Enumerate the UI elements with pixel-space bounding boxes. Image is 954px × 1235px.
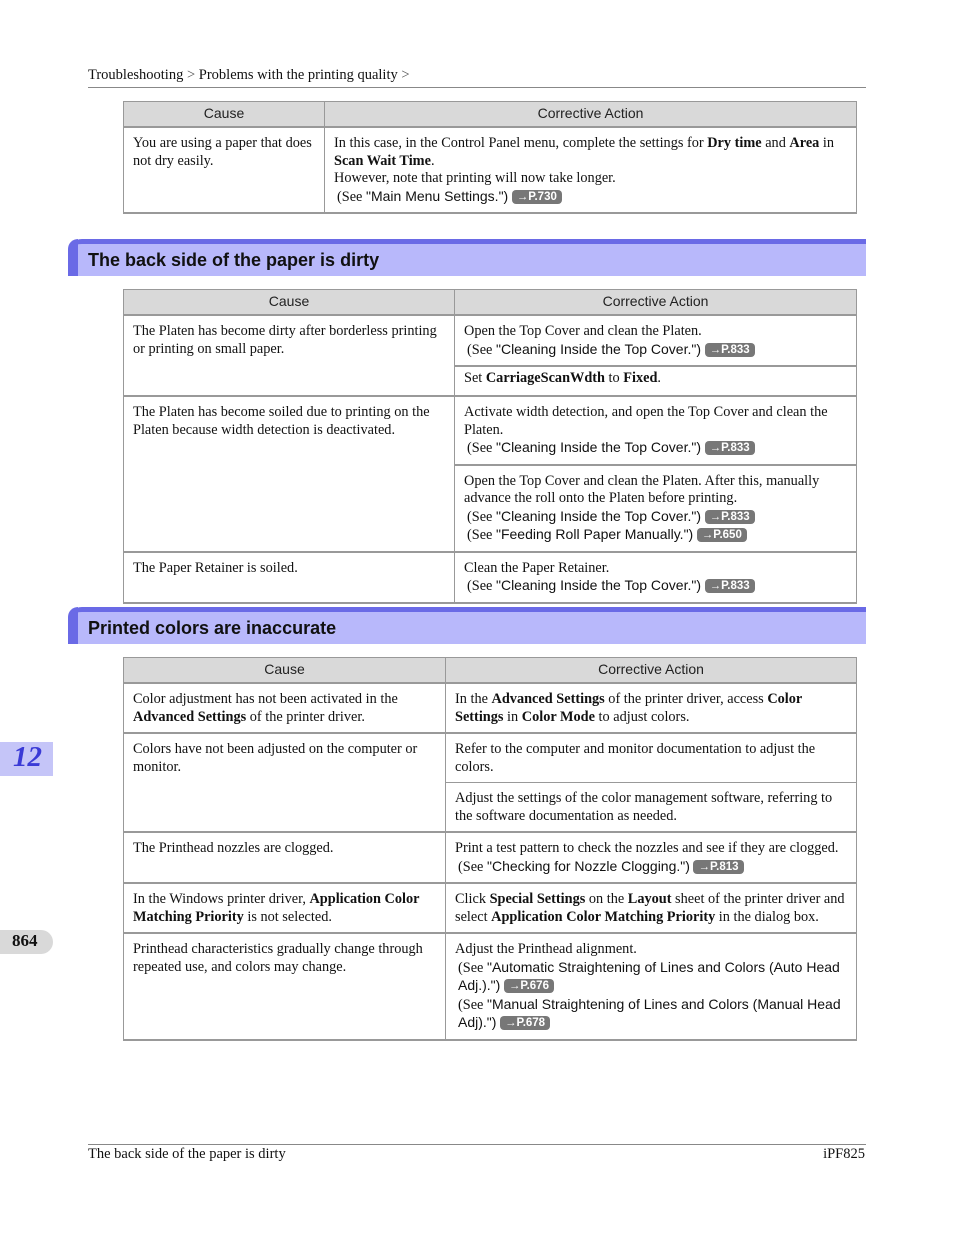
action-text: Open the Top Cover and clean the Platen. After this, manually advance the roll onto the Platen before printing. xyxy=(464,472,820,506)
table-row xyxy=(124,883,857,933)
page-link-badge[interactable]: →P.833 xyxy=(705,579,755,593)
column-header-cause: Cause xyxy=(124,102,325,128)
cause-cell: The Platen has become soiled due to printing on the Platen because width detection is deactivated. xyxy=(124,396,455,552)
cause-cell: In the Windows printer driver, Application Color Matching Priority is not selected. xyxy=(124,883,446,933)
reference-link[interactable]: "Cleaning Inside the Top Cover.") xyxy=(495,507,702,524)
page-link-badge[interactable]: →P.833 xyxy=(705,510,755,524)
section-header-colors-inaccurate xyxy=(68,607,866,644)
action-note: However, note that printing will now take longer. xyxy=(334,170,616,186)
breadcrumb xyxy=(88,67,410,84)
action-cell xyxy=(455,315,857,366)
table-row xyxy=(124,552,857,603)
reference-link[interactable]: "Cleaning Inside the Top Cover.") xyxy=(495,577,702,593)
cause-cell: You are using a paper that does not dry easily. xyxy=(124,127,325,213)
table-header-row xyxy=(124,290,857,316)
action-text: Adjust the Printhead alignment. xyxy=(455,941,637,957)
cause-action-table-drying xyxy=(123,101,857,214)
see-reference: (See "Cleaning Inside the Top Cover.") →P.833 xyxy=(464,508,847,527)
chapter-tab[interactable] xyxy=(0,742,53,776)
see-reference: (See "Manual Straightening of Lines and Colors (Manual Head Adj).") →P.678 xyxy=(458,995,841,1030)
action-cell xyxy=(446,933,857,1040)
see-reference: (See "Feeding Roll Paper Manually.") →P.650 xyxy=(464,526,847,545)
page-link-badge[interactable]: →P.813 xyxy=(693,860,743,874)
section-header-back-side-dirty xyxy=(68,239,866,276)
cause-action-table-colors xyxy=(123,657,857,1041)
page-link-badge[interactable]: →P.833 xyxy=(705,441,755,455)
page-link-badge[interactable]: →P.678 xyxy=(500,1016,550,1030)
column-header-action: Corrective Action xyxy=(446,658,857,684)
action-text: Clean the Paper Retainer. xyxy=(464,559,610,576)
column-header-action: Corrective Action xyxy=(325,102,857,128)
page-number: 864 xyxy=(12,931,38,950)
breadcrumb-printing-quality[interactable]: Problems with the printing quality xyxy=(198,67,398,83)
column-header-cause: Cause xyxy=(124,658,446,684)
action-cell: Click Special Settings on the Layout sheet of the printer driver and select Application Color Matching Priority in the dialog box. xyxy=(446,883,857,933)
action-cell xyxy=(455,366,857,396)
action-cell xyxy=(325,127,857,213)
page-link-badge[interactable]: →P.650 xyxy=(697,528,747,542)
reference-link[interactable]: "Automatic Straightening of Lines and Colors (Auto Head Adj.).") xyxy=(458,958,840,993)
page-link-badge[interactable]: →P.676 xyxy=(504,979,554,993)
column-header-cause: Cause xyxy=(124,290,455,316)
see-reference: (See "Cleaning Inside the Top Cover.") →P.833 xyxy=(464,341,847,360)
breadcrumb-separator: > xyxy=(186,67,196,83)
action-cell xyxy=(446,832,857,883)
see-reference: (See "Cleaning Inside the Top Cover.") →P.833 xyxy=(464,439,847,458)
action-cell xyxy=(455,465,857,552)
page-number-tab xyxy=(0,930,53,954)
see-reference: (See "Automatic Straightening of Lines and Colors (Auto Head Adj.).") →P.676 xyxy=(458,958,840,993)
action-cell: Adjust the settings of the color management software, referring to the software documentation as needed. xyxy=(446,783,857,833)
cause-action-table-back-side xyxy=(123,289,857,604)
see-reference: (See "Cleaning Inside the Top Cover.") →P.833 xyxy=(464,577,847,596)
section-title: The back side of the paper is dirty xyxy=(88,250,380,270)
table-row xyxy=(124,396,857,465)
breadcrumb-troubleshooting[interactable]: Troubleshooting xyxy=(88,67,184,83)
see-reference: (See "Checking for Nozzle Clogging.") →P.813 xyxy=(455,858,847,877)
footer-section-title: The back side of the paper is dirty xyxy=(88,1146,286,1162)
reference-link[interactable]: "Manual Straightening of Lines and Colors (Manual Head Adj).") xyxy=(458,995,841,1030)
cause-cell: The Printhead nozzles are clogged. xyxy=(124,832,446,883)
page-link-badge[interactable]: →P.730 xyxy=(512,190,562,204)
table-header-row xyxy=(124,102,857,128)
cause-cell: Color adjustment has not been activated in the Advanced Settings of the printer driver. xyxy=(124,683,446,733)
reference-link[interactable]: "Cleaning Inside the Top Cover.") xyxy=(495,439,702,455)
column-header-action: Corrective Action xyxy=(455,290,857,316)
action-text: Activate width detection, and open the Top Cover and clean the Platen. xyxy=(464,404,828,438)
cause-cell: The Paper Retainer is soiled. xyxy=(124,552,455,603)
reference-link[interactable]: "Main Menu Settings.") xyxy=(365,187,509,204)
breadcrumb-separator: > xyxy=(401,67,410,83)
table-row xyxy=(124,315,857,366)
action-text: Open the Top Cover and clean the Platen. xyxy=(464,323,702,339)
table-row xyxy=(124,832,857,883)
section-title: Printed colors are inaccurate xyxy=(88,618,337,638)
cause-cell: Colors have not been adjusted on the computer or monitor. xyxy=(124,733,446,832)
footer-divider xyxy=(88,1144,866,1145)
table-row xyxy=(124,733,857,783)
header-divider xyxy=(88,87,866,88)
action-cell: Refer to the computer and monitor documentation to adjust the colors. xyxy=(446,733,857,783)
action-text: Print a test pattern to check the nozzles and see if they are clogged. xyxy=(455,840,839,856)
table-row xyxy=(124,933,857,1040)
reference-link[interactable]: "Checking for Nozzle Clogging.") xyxy=(486,857,690,874)
table-row xyxy=(124,127,857,213)
table-row xyxy=(124,683,857,733)
footer-model-name: iPF825 xyxy=(823,1146,865,1162)
reference-link[interactable]: "Cleaning Inside the Top Cover.") xyxy=(495,340,702,357)
cause-cell: Printhead characteristics gradually change through repeated use, and colors may change. xyxy=(124,933,446,1040)
action-cell: In the Advanced Settings of the printer driver, access Color Settings in Color Mode to adjust colors. xyxy=(446,683,857,733)
action-cell xyxy=(455,552,857,603)
action-cell xyxy=(455,396,857,465)
reference-link[interactable]: "Feeding Roll Paper Manually.") xyxy=(495,526,694,542)
table-header-row xyxy=(124,658,857,684)
page-link-badge[interactable]: →P.833 xyxy=(705,343,755,357)
action-text: In this case, in the Control Panel menu, complete the settings for Dry time and Area in Scan Wait Time. xyxy=(334,135,835,169)
action-text: Set CarriageScanWdth to Fixed. xyxy=(464,370,661,386)
see-reference: (See "Main Menu Settings.") →P.730 xyxy=(334,188,847,207)
cause-cell: The Platen has become dirty after borderless printing or printing on small paper. xyxy=(124,315,455,396)
chapter-number: 12 xyxy=(13,741,42,773)
